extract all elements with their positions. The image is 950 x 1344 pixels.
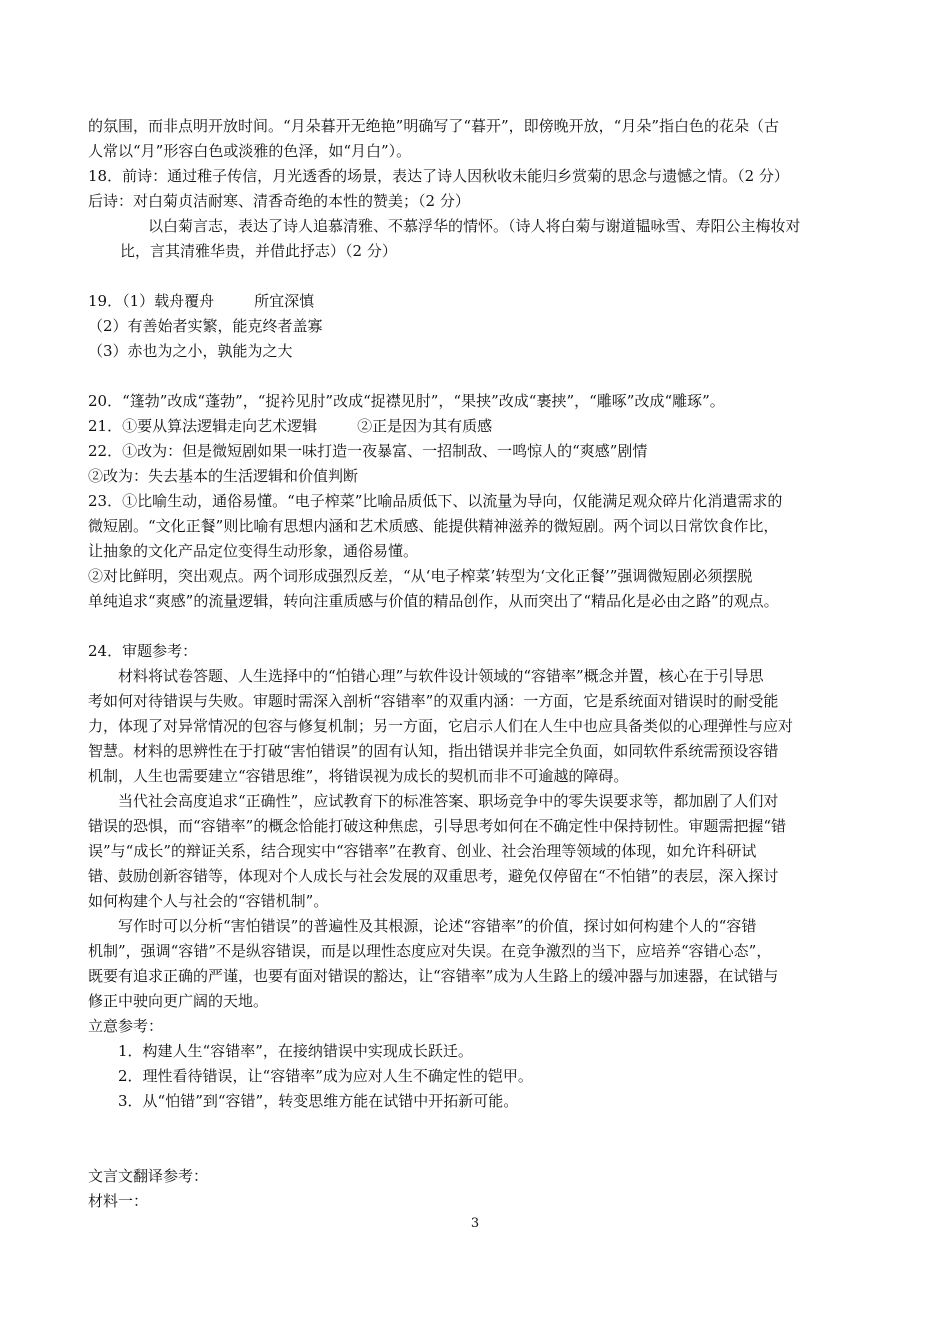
answer-24-heading: 24．审题参考： bbox=[88, 642, 198, 660]
text-line: 微短剧。“文化正餐”则比喻有思想内涵和艺术质感、能提供精神滋养的微短剧。两个词以日常饮食作比， bbox=[88, 517, 779, 535]
text-line: 以白菊言志，表达了诗人追慕清雅、不慕浮华的情怀。（诗人将白菊与谢道韫咏雪、寿阳公主梅妆对 bbox=[148, 217, 801, 235]
text-line: 误”与“成长”的辩证关系，结合现实中“容错率”在教育、创业、社会治理等领域的体现，如允许科研试 bbox=[88, 842, 757, 860]
theme-item: 1．构建人生“容错率”，在接纳错误中实现成长跃迁。 bbox=[118, 1042, 473, 1060]
text-line: （2）有善始者实繁，能克终者盖寡 bbox=[88, 317, 323, 335]
answer-21-part-1: 21．①要从算法逻辑走向艺术逻辑 bbox=[88, 417, 318, 435]
material-label: 材料一： bbox=[88, 1192, 149, 1210]
text-line: 修正中驶向更广阔的天地。 bbox=[88, 992, 269, 1010]
text-line: 写作时可以分析“害怕错误”的普遍性及其根源，论述“容错率”的价值，探讨如何构建个人的“容错 bbox=[118, 917, 757, 935]
text-line: 的氛围，而非点明开放时间。“月朵暮开无绝艳”明确写了“暮开”，即傍晚开放，“月朵”指白色的花朵（古 bbox=[88, 117, 780, 135]
text-line: 机制，人生也需要建立“容错思维”，将错误视为成长的契机而非不可逾越的障碍。 bbox=[88, 767, 629, 785]
theme-item: 3．从“怕错”到“容错”，转变思维方能在试错中开拓新可能。 bbox=[118, 1092, 519, 1110]
answer-19-part-1b: 所宜深慎 bbox=[254, 292, 315, 310]
text-line: 机制”，强调“容错”不是纵容错误，而是以理性态度应对失误。在竞争激烈的当下，应培养“容错心态”， bbox=[88, 942, 772, 960]
text-line: ②对比鲜明，突出观点。两个词形成强烈反差，“从‘电子榨菜’转型为‘文化正餐’”强调微短剧必须摆脱 bbox=[88, 567, 753, 585]
answer-23: 23．①比喻生动，通俗易懂。“电子榨菜”比喻品质低下、以流量为导向，仅能满足观众碎片化消遣需求的 bbox=[88, 492, 783, 510]
text-line: 如何构建个人与社会的“容错机制”。 bbox=[88, 892, 329, 910]
text-line: 单纯追求“爽感”的流量逻辑，转向注重质感与价值的精品创作，从而突出了“精品化是必由之路”的观点。 bbox=[88, 592, 779, 610]
text-line: ②改为：失去基本的生活逻辑和价值判断 bbox=[88, 467, 359, 485]
answer-18: 18．前诗：通过稚子传信，月光透香的场景，表达了诗人因秋收未能归乡赏菊的思念与遗憾之情。（2 分） bbox=[88, 167, 789, 185]
theme-heading: 立意参考： bbox=[88, 1017, 164, 1035]
text-line: 错误的恐惧，而“容错率”的概念恰能打破这种焦虑，引导思考如何在不确定性中保持韧性。审题需把握“错 bbox=[88, 817, 787, 835]
answer-20: 20．“篷勃”改成“蓬勃”，“捉衿见肘”改成“捉襟见肘”，“果挟”改成“裹挟”，“雕啄”改成“雕琢”。 bbox=[88, 392, 725, 410]
answer-19-part-1a: 19．（1）载舟覆舟 bbox=[88, 292, 215, 310]
answer-21-part-2: ②正是因为其有质感 bbox=[357, 417, 493, 435]
text-line: 材料将试卷答题、人生选择中的“怕错心理”与软件设计领域的“容错率”概念并置，核心在于引导思 bbox=[118, 667, 764, 685]
text-line: 既要有追求正确的严谨，也要有面对错误的豁达，让“容错率”成为人生路上的缓冲器与加速器，在试错与 bbox=[88, 967, 779, 985]
theme-item: 2．理性看待错误，让“容错率”成为应对人生不确定性的铠甲。 bbox=[118, 1067, 533, 1085]
text-line: 比，言其清雅华贵，并借此抒志）（2 分） bbox=[120, 242, 397, 260]
answer-19 bbox=[88, 289, 314, 314]
text-line: 让抽象的文化产品定位变得生动形象，通俗易懂。 bbox=[88, 542, 419, 560]
text-line: 力，体现了对异常情况的包容与修复机制；另一方面，它启示人们在人生中也应具备类似的心理弹性与应对 bbox=[88, 717, 794, 735]
text-line: 人常以“月”形容白色或淡雅的色泽，如“月白”）。 bbox=[88, 142, 412, 160]
answer-22: 22．①改为：但是微短剧如果一味打造一夜暴富、一招制敌、一鸣惊人的“爽感”剧情 bbox=[88, 442, 648, 460]
translation-heading: 文言文翻译参考： bbox=[88, 1167, 209, 1185]
page-number: 3 bbox=[470, 1216, 480, 1231]
text-line: （3）赤也为之小，孰能为之大 bbox=[88, 342, 293, 360]
text-line: 考如何对待错误与失败。审题时需深入剖析“容错率”的双重内涵：一方面，它是系统面对错误时的耐受能 bbox=[88, 692, 779, 710]
text-line: 智慧。材料的思辨性在于打破“害怕错误”的固有认知，指出错误并非完全负面，如同软件系统需预设容错 bbox=[88, 742, 779, 760]
text-line: 当代社会高度追求“正确性”，应试教育下的标准答案、职场竞争中的零失误要求等，都加剧了人们对 bbox=[118, 792, 779, 810]
answer-21 bbox=[88, 414, 492, 439]
text-line: 错、鼓励创新容错等，体现对个人成长与社会发展的双重思考，避免仅停留在“不怕错”的表层，深入探讨 bbox=[88, 867, 779, 885]
text-line: 后诗：对白菊贞洁耐寒、清香奇绝的本性的赞美；（2 分） bbox=[88, 192, 470, 210]
